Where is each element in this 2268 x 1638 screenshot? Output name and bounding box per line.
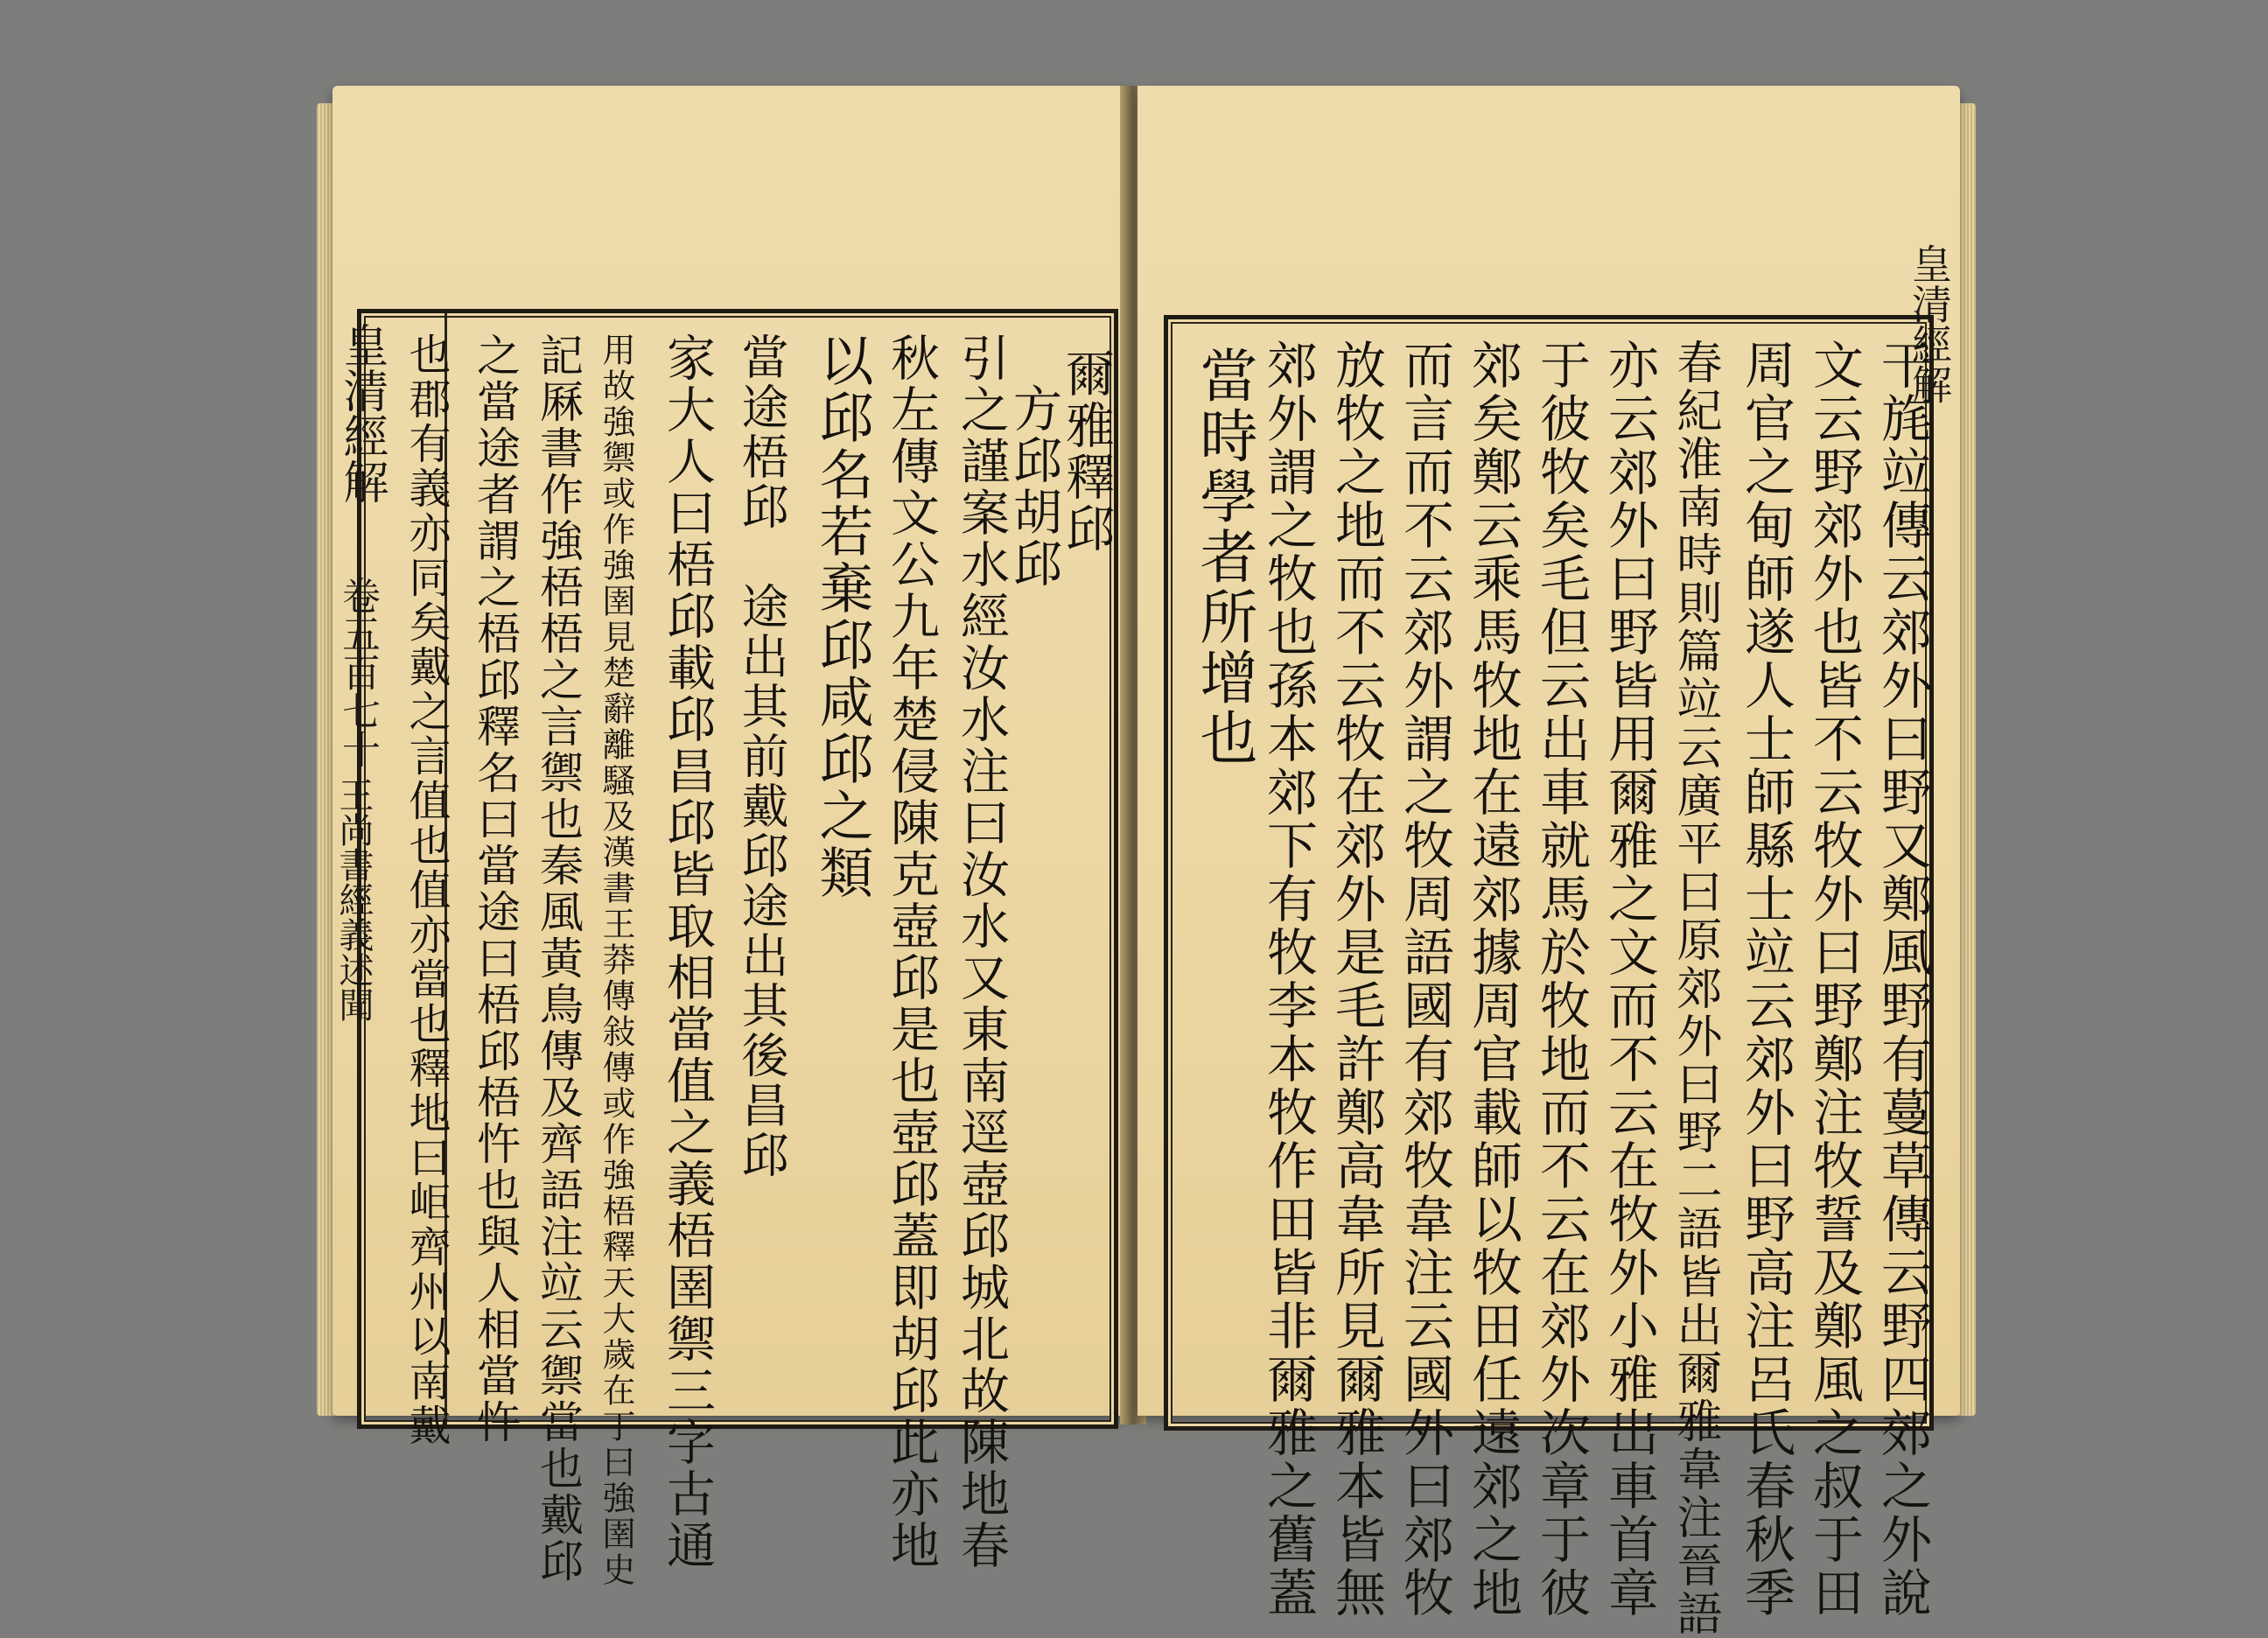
text-column: 亦云郊外曰野皆用爾雅之文而不云在牧外小雅出車首章 (1600, 339, 1659, 1620)
text-column: 于彼牧矣毛但云出車就馬於牧地而不云在郊外次章于彼 (1531, 339, 1591, 1620)
footnote-column: 也郡有義亦同矣戴之言值也值亦當也釋地曰岠齊州以南戴 (402, 332, 451, 1448)
open-book (332, 86, 1960, 1638)
margin-collection-title: 皇清經解 (1906, 243, 1953, 404)
text-column: 放牧之地而不云牧在郊外是毛許鄭高韋所見爾雅本皆無 (1326, 339, 1386, 1620)
text-column: 郊外謂之牧也孫本郊下有牧李本牧作田皆非爾雅之舊蓋 (1258, 339, 1318, 1620)
text-column: 記厤書作強梧梧之言禦也秦風黃鳥傳及齊語注竝云禦當也戴邱 (533, 332, 584, 1585)
text-column: 文云野郊外也皆不云牧外曰野鄭注牧誓及鄭風之叔于田 (1804, 339, 1864, 1620)
left-page (332, 86, 1129, 1588)
margin-collection-title: 皇清經解 (335, 322, 388, 504)
margin-book-title: 王尚書經義述聞 (333, 777, 374, 1022)
text-column: 當途梧邱 途出其前戴邱途出其後昌邱 (734, 332, 789, 1180)
text-column: 家大人曰梧邱載邱昌邱皆取相當值之義梧圉禦三字古通 (659, 332, 716, 1572)
text-column: 干旄竝傳云郊外曰野又鄭風野有蔓草傳云野四郊之外說 (1872, 339, 1932, 1620)
section-subheading: 方邱胡邱 (1005, 383, 1062, 590)
text-column: 而言而不云郊外謂之牧周語國有郊牧韋注云國外曰郊牧 (1395, 339, 1454, 1620)
right-text-frame (1164, 315, 1934, 1638)
text-column: 春紀淮南時則篇竝云廣平曰原郊外曰野二語皆出爾雅韋注晉語 (1669, 339, 1721, 1638)
right-page (1138, 86, 1960, 1638)
text-column: 郊矣鄭云乘馬牧地在遠郊據周官載師以牧田任遠郊之地 (1463, 339, 1522, 1620)
left-text-frame (357, 309, 1118, 1588)
margin-volume: 卷五百七十 (335, 576, 380, 768)
text-column: 以邱名若棄邱咸邱之類 (810, 332, 874, 901)
text-column: 用故強禦或作強圉見楚辭離騷及漢書王莽傳敍傳或作強梧釋天大歲在丁曰強圉史 (597, 332, 635, 1588)
text-column: 當時學者所增也 (1190, 346, 1257, 768)
text-column: 周官之甸師遂人士師縣士竝云郊外曰野高注呂氏春秋季 (1736, 339, 1796, 1620)
text-column: 秋左傳文公九年楚侵陳克壺邱是也壺邱蓋即胡邱此亦地 (883, 332, 940, 1572)
text-column: 引之謹案水經汝水注曰汝水又東南逕壺邱城北故陳地春 (953, 332, 1010, 1572)
text-column: 之當途者謂之梧邱釋名曰當途曰梧邱梧忤也與人相當忤 (470, 332, 521, 1446)
section-heading: 爾雅釋邱 (1058, 348, 1115, 555)
